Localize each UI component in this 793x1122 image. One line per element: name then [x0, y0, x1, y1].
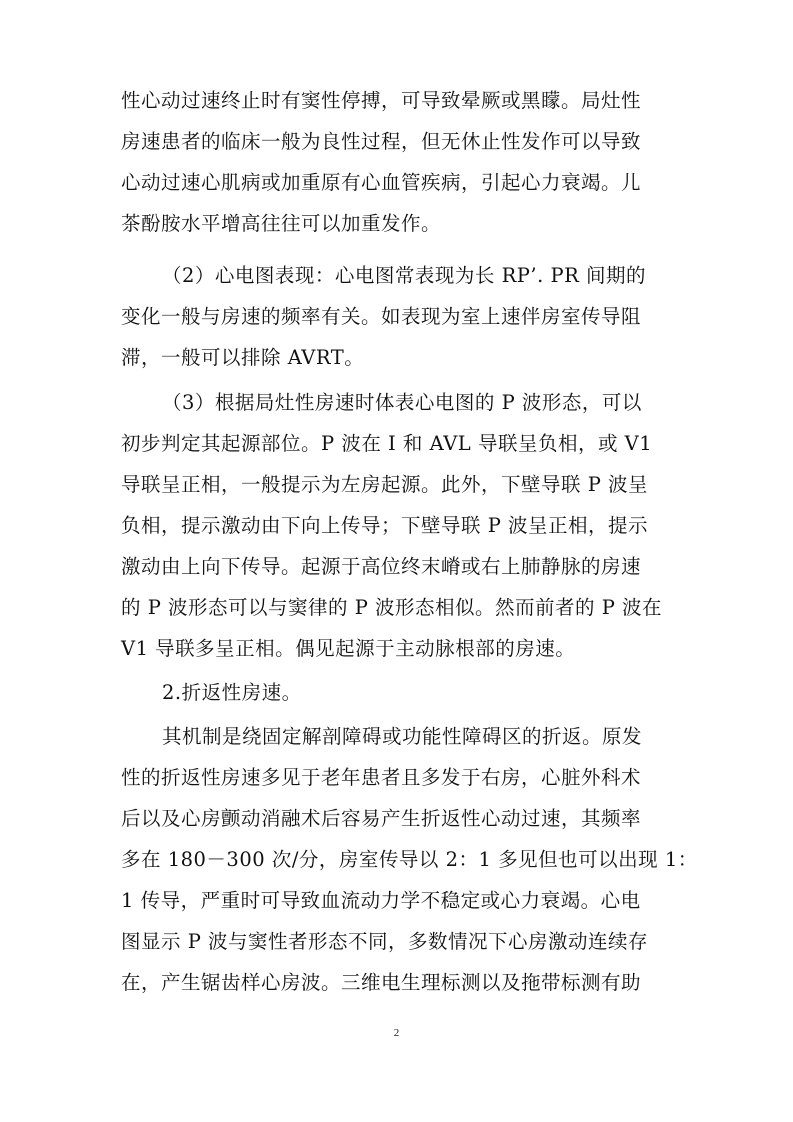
- text-line: 导联呈正相，一般提示为左房起源。此外，下壁导联 P 波呈: [121, 473, 649, 496]
- text-line: V1 导联多呈正相。偶见起源于主动脉根部的房速。: [121, 637, 576, 660]
- text-line: 在，产生锯齿样心房波。三维电生理标测以及拖带标测有助: [121, 971, 642, 994]
- text-line: （3）根据局灶性房速时体表心电图的 P 波形态，可以: [162, 391, 642, 414]
- section-heading: 2.折返性房速。: [162, 681, 302, 704]
- text-line: 负相，提示激动由下向上传导；下壁导联 P 波呈正相，提示: [121, 514, 649, 537]
- page-number: 2: [393, 1027, 400, 1039]
- text-line: 初步判定其起源部位。P 波在 I 和 AVL 导联呈负相，或 V1: [121, 432, 653, 455]
- text-line: 性的折返性房速多见于老年患者且多发于右房，心脏外科术: [121, 766, 642, 789]
- text-line: （2）心电图表现：心电图常表现为长 RP’. PR 间期的: [162, 264, 647, 287]
- text-line: 性心动过速终止时有窦性停搏，可导致晕厥或黑矇。局灶性: [121, 89, 642, 112]
- text-line: 1 传导，严重时可导致血流动力学不稳定或心力衰竭。心电: [121, 889, 641, 912]
- text-line: 激动由上向下传导。起源于高位终末嵴或右上肺静脉的房速: [121, 555, 642, 578]
- text-line: 茶酚胺水平增高往往可以加重发作。: [121, 212, 442, 235]
- text-line: 心动过速心肌病或加重原有心血管疾病，引起心力衰竭。儿: [121, 171, 642, 194]
- text-line: 后以及心房颤动消融术后容易产生折返性心动过速，其频率: [121, 807, 642, 830]
- text-line: 图显示 P 波与窦性者形态不同，多数情况下心房激动连续存: [121, 930, 649, 953]
- text-line: 其机制是绕固定解剖障碍或功能性障碍区的折返。原发: [162, 725, 643, 748]
- text-line: 变化一般与房速的频率有关。如表现为室上速伴房室传导阻: [121, 305, 642, 328]
- text-line: 房速患者的临床一般为良性过程，但无休止性发作可以导致: [121, 130, 642, 153]
- text-line: 滞，一般可以排除 AVRT。: [121, 346, 365, 369]
- text-line: 多在 180－300 次/分，房室传导以 2：1 多见但也可以出现 1：: [121, 848, 698, 871]
- text-line: 的 P 波形态可以与窦律的 P 波形态相似。然而前者的 P 波在: [121, 596, 663, 619]
